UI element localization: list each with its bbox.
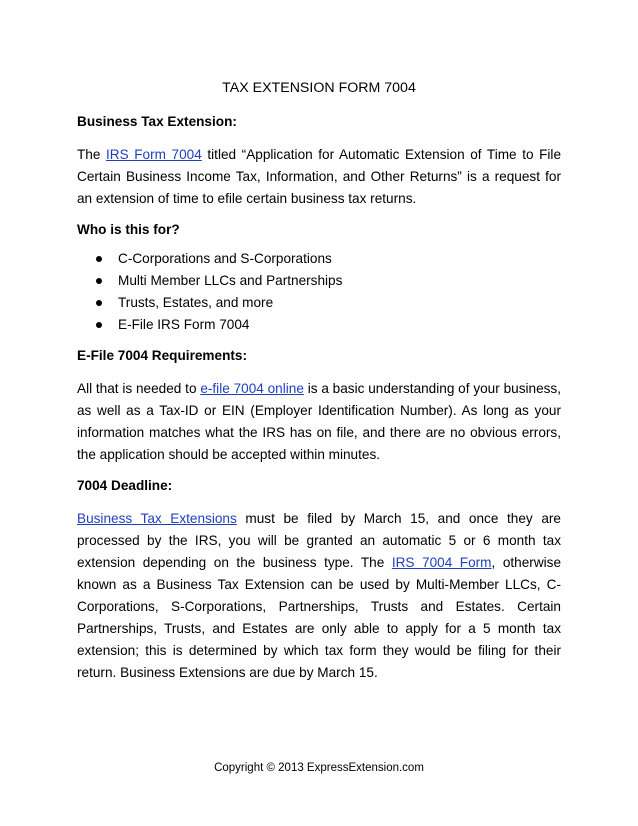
bullet-icon [96,300,102,306]
bullet-icon [96,278,102,284]
heading-efile-requirements: E-File 7004 Requirements: [77,348,247,363]
list-item-text: E-File IRS Form 7004 [118,317,250,332]
document-page [77,70,561,684]
document-title: TAX EXTENSION FORM 7004 [222,80,416,96]
business-tax-extensions-link[interactable]: Business Tax Extensions [77,511,237,526]
bullet-icon [96,322,102,328]
paragraph-text: All that is needed to [77,381,201,396]
heading-7004-deadline: 7004 Deadline: [77,478,173,493]
list-item [96,270,561,292]
audience-list [77,248,561,336]
list-item [96,248,561,270]
paragraph-7004-deadline [77,508,561,684]
paragraph-text: The [77,147,107,162]
list-item-text: Trusts, Estates, and more [118,295,274,310]
heading-who-is-this-for: Who is this for? [77,222,180,237]
paragraph-text: is a basic understanding of your business, as well as a Tax-ID or EIN (Employer Identification Number). As long as your information matches what the IRS has on file, and there are no obvious errors, the application should be accepted within minutes. [77,381,561,462]
list-item [96,314,561,336]
paragraph-business-tax-extension [77,144,561,210]
page-footer-copyright: Copyright © 2013 ExpressExtension.com [214,762,424,774]
list-item [96,292,561,314]
paragraph-efile-requirements [77,378,561,466]
list-item-text: Multi Member LLCs and Partnerships [118,273,343,288]
paragraph-text: titled “Application for Automatic Extension of Time to File Certain Business Income Tax, Information, and Other Returns” is a request for an extension of time to efile certain business tax returns. [77,147,562,206]
paragraph-text: , otherwise known as a Business Tax Extension can be used by Multi-Member LLCs, C-Corporations, S-Corporations, Partnerships, Trusts and Estates. Certain Partnerships, Trusts, and Estates are only able to apply for a 5 month tax extension; this is determined by which tax form they would be filing for their return. Business Extensions are due by March 15. [77,555,562,680]
paragraph-text: must be filed by March 15, and once they are processed by the IRS, you will be granted an automatic 5 or 6 month tax extension depending on the business type. The [77,511,561,570]
irs-7004-form-link[interactable]: IRS 7004 Form [391,555,492,570]
list-item-text: C-Corporations and S-Corporations [118,251,332,266]
irs-form-7004-link[interactable]: IRS Form 7004 [106,147,202,162]
heading-business-tax-extension: Business Tax Extension: [77,114,237,129]
bullet-icon [96,256,102,262]
efile-7004-online-link[interactable]: e-file 7004 online [200,381,304,396]
